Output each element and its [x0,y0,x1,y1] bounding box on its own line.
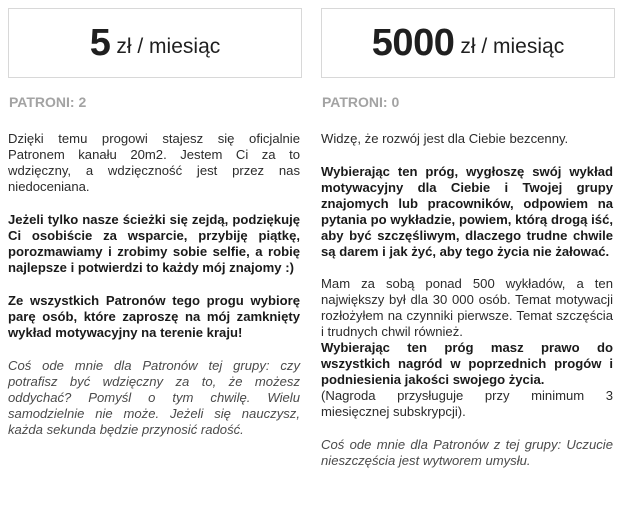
price-amount: 5000 [371,21,455,64]
reward-paragraph: Jeżeli tylko nasze ścieżki się zejdą, podziękuję Ci osobiście za wsparcie, przybiję piątkę, porozmawiamy i zrobimy sobie selfie, a robię najlepsze i potwierdzi to każdy mój znajomy :) [8,212,300,275]
price-unit: zł / miesiąc [460,35,565,58]
message-paragraph: Coś ode mnie dla Patronów z tej grupy: Uczucie nieszczęścia jest wytworem umysłu. [321,437,613,468]
message-paragraph: Coś ode mnie dla Patronów tej grupy: czy potrafisz być wdzięczny za to, że możesz oddychać? Pomyśl o tym chwilę. Wielu samodzielnie nie może. Jeżeli się nauczysz, każda sekunda będzie przynosić radość. [8,358,300,437]
tier-description [321,131,615,469]
description-paragraph: Widzę, że rozwój jest dla Ciebie bezcenny. [321,131,569,146]
patrons-count: PATRONI: 0 [322,94,400,110]
reward-paragraph: Wybierając ten próg masz prawo do wszystkich nagród w poprzednich progów i podniesienia jakości swojego życia. [321,340,613,387]
price-amount: 5 [89,21,111,64]
tier-card-5 [8,8,302,438]
price-box[interactable] [321,8,615,78]
patrons-count: PATRONI: 2 [9,94,87,110]
price-box[interactable] [8,8,302,78]
tier-description [8,131,302,438]
description-paragraph: Mam za sobą ponad 500 wykładów, a ten największy był dla 30 000 osób. Temat motywacji rozłożyłem na czynniki pierwsze. Temat szczęścia i trudnych chwil również. [321,276,613,339]
price-unit: zł / miesiąc [116,35,221,58]
note-paragraph: (Nagroda przysługuje przy minimum 3 miesięcznej subskrypcji). [321,388,613,419]
reward-paragraph: Wybierając ten próg, wygłoszę swój wykład motywacyjny dla Ciebie i Twojej grupy znajomych lub pracowników, odpowiem na pytania po wykładzie, powiem, którą drogą iść, aby być szczęśliwym, dlaczego trudne chwile są darem i jak żyć, aby tego życia nie żałować. [321,164,613,259]
description-paragraph: Dzięki temu progowi stajesz się oficjalnie Patronem kanału 20m2. Jestem Ci za to wdzięczny, a wdzięczność jest przez nas niedoceniana. [8,131,300,194]
tier-card-5000 [321,8,615,469]
reward-paragraph: Ze wszystkich Patronów tego progu wybiorę parę osób, które zaproszę na mój zamknięty wykład motywacyjny na terenie kraju! [8,293,300,340]
